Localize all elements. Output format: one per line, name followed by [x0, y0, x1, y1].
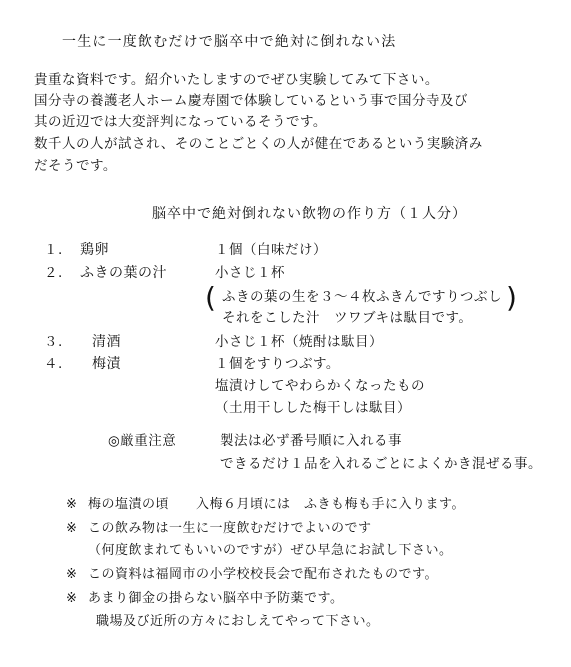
note-2-mark: ※: [66, 521, 78, 536]
document-title: 一生に一度飲むだけで脳卒中で絶対に倒れない法: [62, 34, 397, 50]
item-1-name: 鶏卵: [80, 242, 109, 258]
item-4-line-1: １個をすりつぶす。: [215, 356, 340, 372]
item-4-name: 梅漬: [92, 356, 121, 372]
intro-line-3: 其の近辺では大変評判になっているそうです。: [34, 114, 327, 130]
item-1-number: １.: [44, 242, 63, 258]
item-2-name: ふきの葉の汁: [80, 265, 167, 281]
item-3-number: ３.: [44, 334, 63, 350]
caution-line-1: 製法は必ず番号順に入れる事: [220, 433, 402, 449]
caution-line-2: できるだけ１品を入れるごとによくかき混ぜる事。: [220, 456, 542, 472]
item-2-line-3: それをこした汁 ツワブキは駄目です。: [222, 310, 473, 326]
note-5-mark: ※: [66, 591, 78, 606]
intro-line-5: だそうです。: [34, 158, 117, 174]
caution-label: ◎厳重注意: [108, 433, 177, 449]
item-2-line-1: 小さじ１杯: [215, 265, 285, 281]
intro-line-4: 数千人の人が試され、そのことごとくの人が健在であるという実験済み: [34, 136, 483, 152]
note-6-text: 職場及び近所の方々におしえてやって下さい。: [96, 614, 380, 629]
item-2-number: ２.: [44, 265, 63, 281]
item-2-open-paren: (: [205, 281, 216, 314]
item-4-line-3: （土用干しした梅干しは駄目）: [215, 400, 411, 416]
item-4-line-2: 塩漬けしてやわらかくなったもの: [215, 378, 425, 394]
note-5-text: あまり御金の掛らない脳卒中予防薬です。: [88, 591, 344, 606]
note-4-mark: ※: [66, 567, 78, 582]
item-2-line-2: ふきの葉の生を３～４枚ふきんですりつぶし: [222, 289, 502, 305]
item-3-line-1: 小さじ１杯（焼酎は駄目）: [215, 334, 383, 350]
note-4-text: この資料は福岡市の小学校校長会で配布されたものです。: [88, 567, 438, 582]
note-2-text: この飲み物は一生に一度飲むだけでよいのです: [88, 521, 372, 536]
item-2-close-paren: ): [506, 281, 517, 314]
intro-line-1: 貴重な資料です。紹介いたしますのでぜひ実験してみて下さい。: [34, 72, 439, 88]
note-1-mark: ※: [66, 497, 78, 512]
item-3-name: 清酒: [92, 334, 121, 350]
note-1-text: 梅の塩漬の頃 入梅６月頃には ふきも梅も手に入ります。: [88, 497, 465, 512]
item-1-line-1: １個（白味だけ）: [215, 242, 327, 258]
recipe-title: 脳卒中で絶対倒れない飲物の作り方（１人分）: [152, 206, 467, 222]
item-4-number: ４.: [44, 356, 63, 372]
intro-line-2: 国分寺の養護老人ホーム慶寿園で体験しているという事で国分寺及び: [34, 93, 468, 109]
note-3-text: （何度飲まれてもいいのですが）ぜひ早急にお試し下さい。: [88, 543, 453, 558]
